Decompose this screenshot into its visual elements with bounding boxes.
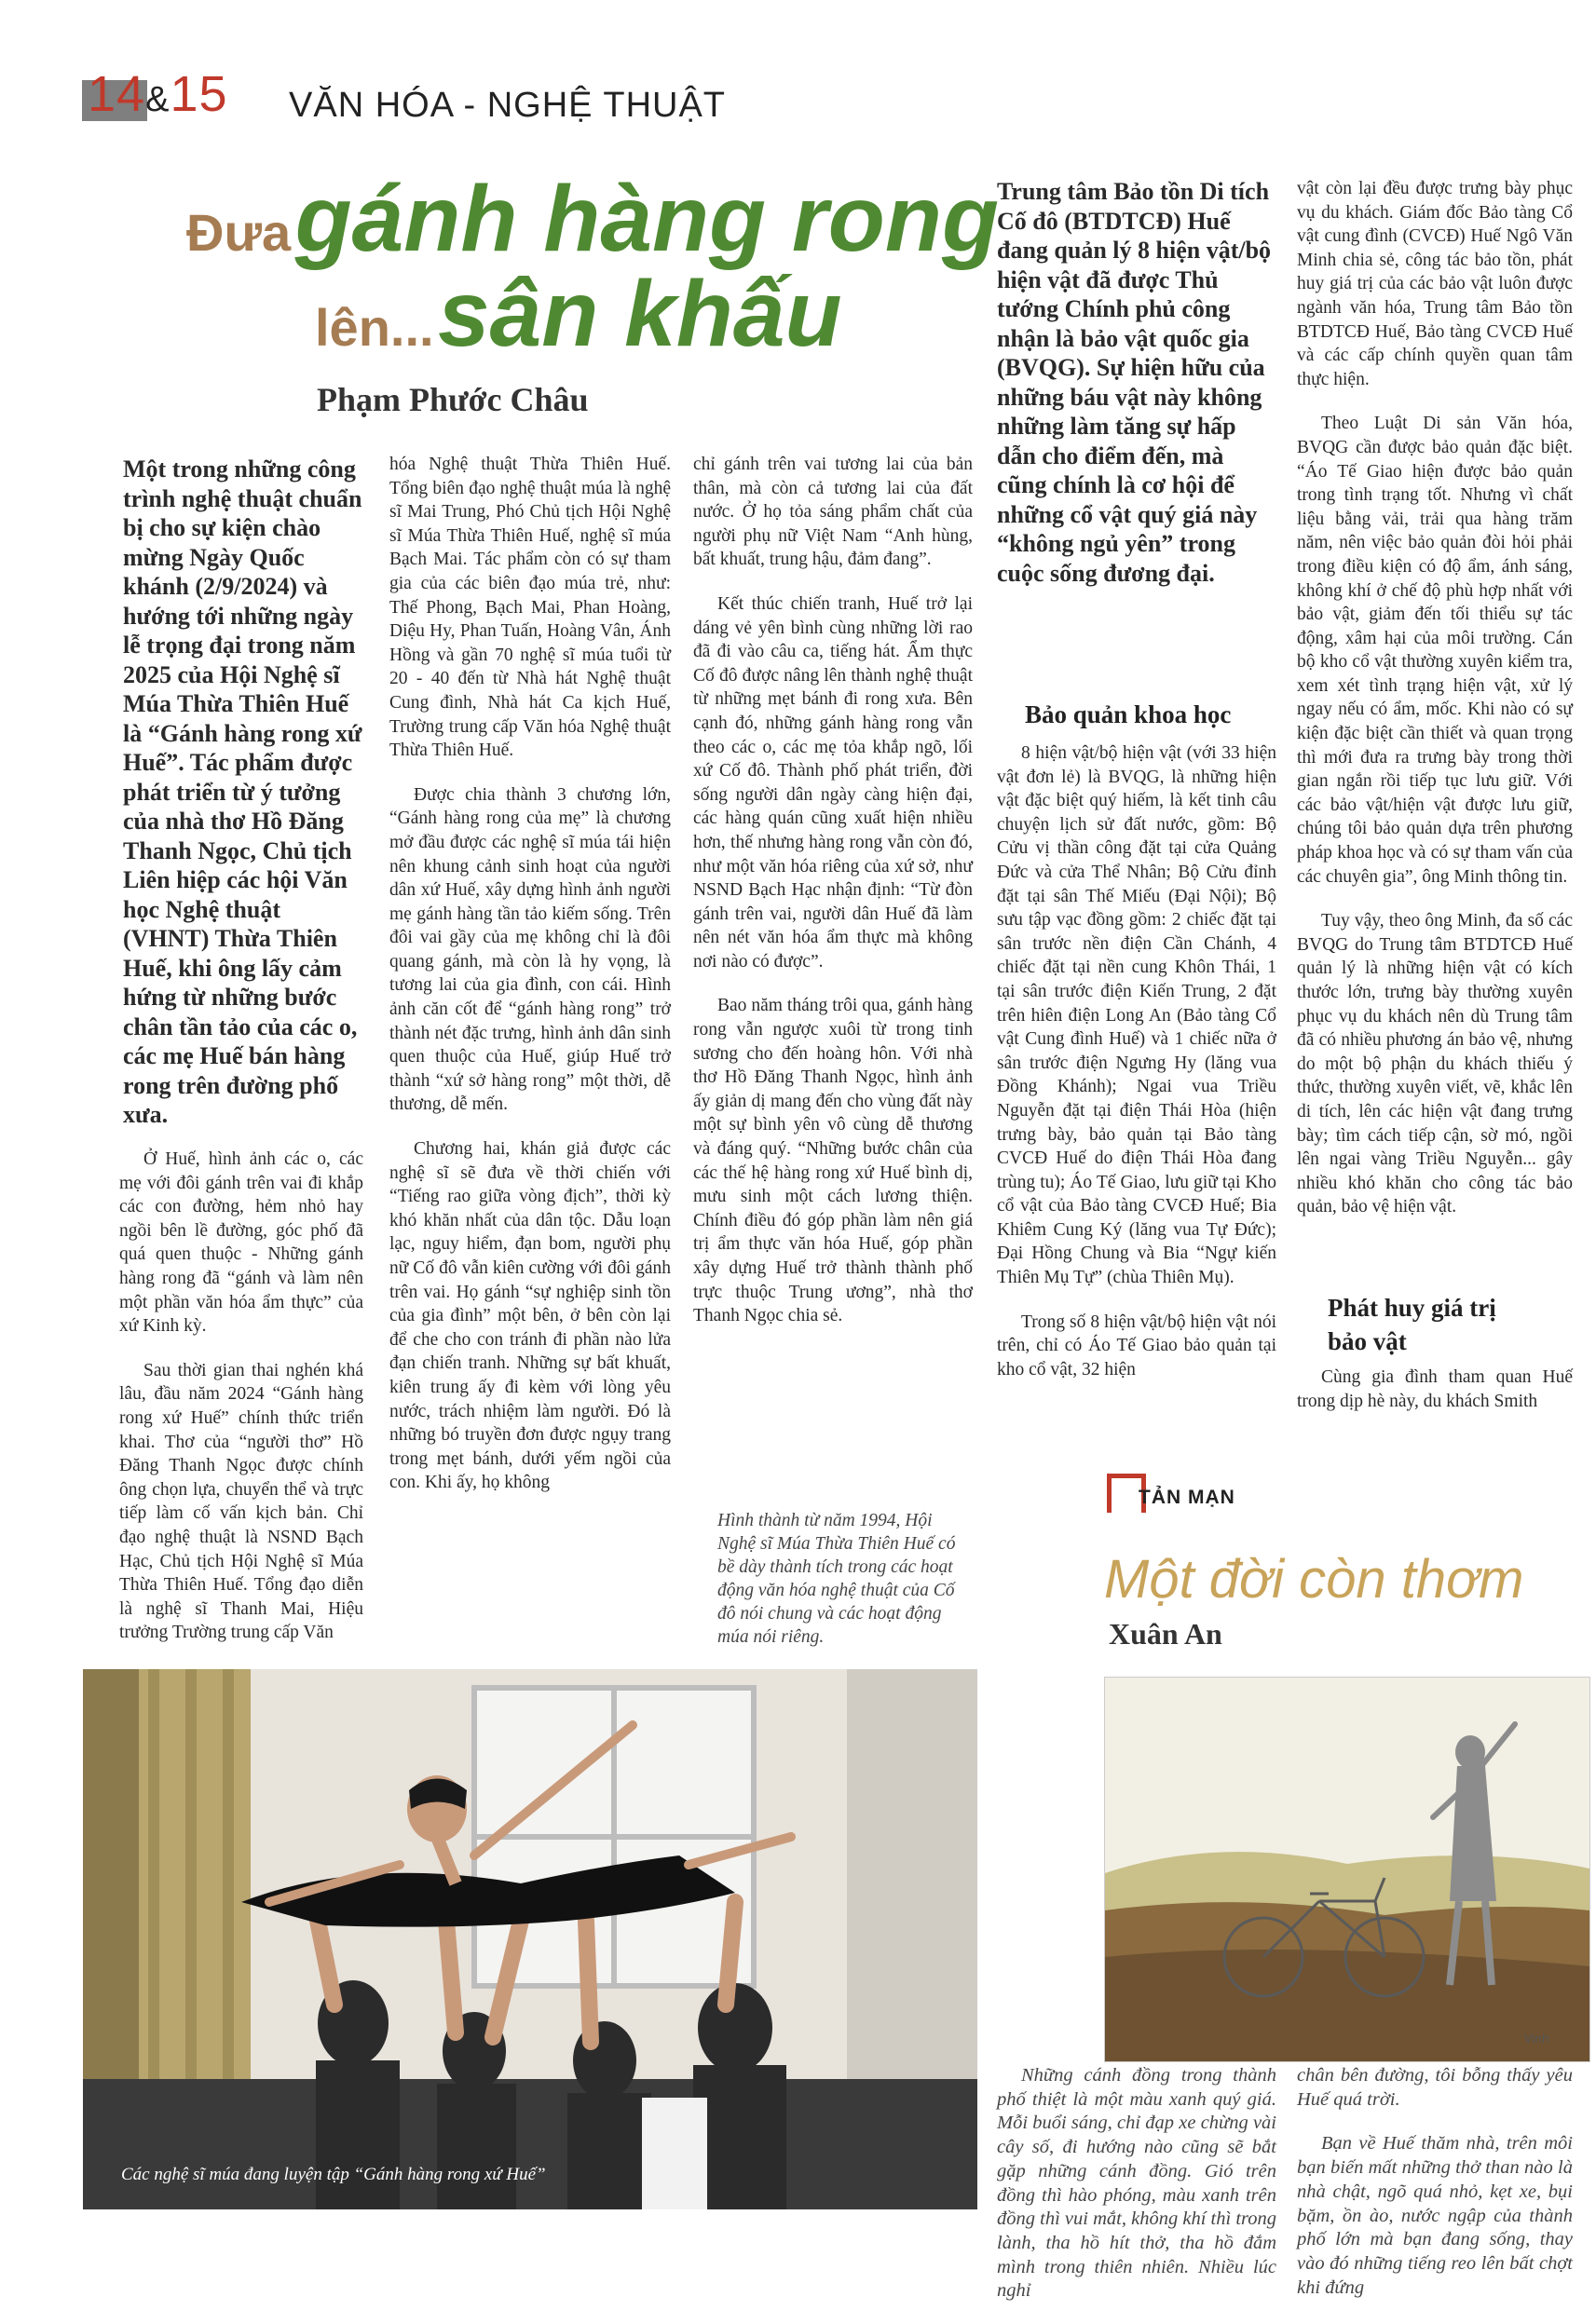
- tanman-author: Xuân An: [1109, 1617, 1222, 1651]
- paragraph: hóa Nghệ thuật Thừa Thiên Huế. Tổng biên đạo nghệ thuật múa là nghệ sĩ Mai Trung, Phó Chủ tịch Hội Nghệ sĩ Múa Thừa Thiên Huế, nghệ sĩ múa Bạch Mai. Tác phẩm còn có sự tham gia của các biên đạo múa trẻ, như: Thế Phong, Bạch Mai, Phan Hoàng, Diệu Hy, Phan Tuấn, Hoàng Vân, Ánh Hồng và gần 70 nghệ sĩ múa tuổi từ 20 - 40 đến từ Nhà hát Nghệ thuật Cung đình, Nhà hát Ca kịch Huế, Trường trung cấp Văn hóa Nghệ thuật Thừa Thiên Huế.: [389, 455, 671, 761]
- paragraph: 8 hiện vật/bộ hiện vật (với 33 hiện vật đơn lẻ) là BVQG, là những hiện vật đặc biệt quý hiếm, là kết tinh câu chuyện lịch sử đất nước, gồm: Bộ Cửu vị thần công đặt tại cửa Quảng Đức và cửa Thể Nhân; Bộ Cửu đỉnh đặt tại sân Thế Miếu (Đại Nội); Bộ sưu tập vạc đồng gồm: 2 chiếc đặt tại sân trước nền điện Cần Chánh, 4 chiếc đặt tại nền cung Khôn Thái, 1 tại sân trước điện Kiến Trung, 2 đặt trên hiên điện Long An (Bảo tàng Cổ vật Cung đình Huế) và 1 chiếc nữa ở sân trước điện Ngưng Hy (lăng vua Đồng Khánh); Ngai vua Triều Nguyễn đặt tại điện Thái Hòa (hiện trưng bày, bảo quản tại Bảo tàng CVCĐ Huế do điện Thái Hòa đang trùng tu); Áo Tế Giao, lưu giữ tại Kho cổ vật của Bảo tàng CVCĐ Huế; Bia Khiêm Cung Ký (lăng vua Tự Đức); Đại Hồng Chung và Bia “Ngự kiến Thiên Mụ Tự” (chùa Thiên Mụ).: [997, 743, 1276, 1288]
- paragraph: Trong số 8 hiện vật/bộ hiện vật nói trên, chỉ có Áo Tế Giao bảo quản tại kho cổ vật, 32 hiện: [997, 1311, 1276, 1379]
- article2-column-5: [997, 741, 1276, 1402]
- article-title-line2: [315, 261, 842, 368]
- page-left: 14: [88, 66, 146, 122]
- paragraph: Cùng gia đình tham quan Huế trong dịp hè này, du khách Smith: [1297, 1367, 1573, 1411]
- paragraph: Kết thúc chiến tranh, Huế trở lại dáng vẻ yên bình cùng những lời rao đã đi vào câu ca, tiếng hát. Ẩm thực Cố đô được nâng lên thành nghệ thuật từ những mẹt bánh đi rong xưa. Bên cạnh đó, những gánh hàng rong vẫn theo các o, các mẹ tỏa khắp ngõ, lối xứ Cố đô. Thành phố phát triển, đời sống người dân ngày càng hiện đại, các hàng quán cũng xuất hiện nhiều hơn, thế nhưng hàng rong vẫn còn đó, như một văn hóa riêng của xứ sở, như NSND Bạch Hạc nhận định: “Từ đòn gánh trên vai, người dân Huế đã làm nên nét văn hóa ẩm thực mà không nơi nào có được”.: [693, 593, 973, 972]
- paragraph: Theo Luật Di sản Văn hóa, BVQG cần được bảo quản đặc biệt. “Áo Tế Giao hiện được bảo quản trong tình trạng tốt. Nhưng vì chất liệu bằng vải, trải qua hàng trăm năm, nên việc bảo quản đòi hỏi phải trong điều kiện có độ ẩm, ánh sáng, không khí ở chế độ phù hợp nhất với bảo vật, giảm đến tối thiểu sự tác động, xâm hại của môi trường. Cán bộ kho cổ vật thường xuyên kiểm tra, xem xét tình trạng hiện vật, xử lý ngay nếu có ẩm, mốc. Khi nào có sự kiện đặc biệt cần thiết và quan trọng thì mới đưa ra trưng bày trong thời gian ngắn rồi tiếp tục lưu giữ. Với các bảo vật/hiện vật được lưu giữ, chúng tôi bảo quản dựa trên phương pháp khoa học và có sự tham vấn của các chuyên gia”, ông Minh thông tin.: [1297, 414, 1573, 887]
- title-word-dua: Đưa: [186, 203, 292, 262]
- title-phrase-san-khau: sân khấu: [438, 262, 842, 366]
- article-column-2: [389, 453, 671, 1515]
- paragraph: Chương hai, khán giả được các nghệ sĩ sẽ đưa về thời chiến với “Tiếng rao giữa vòng địch”, thời kỳ khó khăn nhất của dân tộc. Dẫu loạn lạc, nguy hiểm, đạn bom, người phụ nữ Cố đô vẫn kiên cường với đôi gánh trên vai. Họ gánh “sự nghiệp sinh tồn của gia đình” một bên, ở bên còn lại để che cho con tránh đi phần nào lửa đạn chiến tranh. Những sự bất khuất, kiên trung ấy đi kèm với lòng yêu nước, trách nhiệm làm người. Đó là những bó truyền đơn được ngụy trang trong mẹt bánh, dưới yếm ngồi của con. Khi ấy, họ không: [389, 1139, 671, 1493]
- subhead-bao-quan: Bảo quản khoa học: [1025, 700, 1232, 728]
- paragraph: Những cánh đồng trong thành phố thiệt là một màu xanh quý giá. Mỗi buổi sáng, chỉ đạp xe chừng vài cây số, đi hướng nào cũng sẽ bắt gặp những cánh đồng. Gió trên đồng thì hào phóng, màu xanh trên đồng thì vui mắt, không khí thì trong lành, tha hồ hít thở, tha hồ đắm mình trong thiên nhiên. Nhiều lúc nghỉ: [997, 2065, 1276, 2302]
- paragraph: chỉ gánh trên vai tương lai của bản thân, mà còn cả tương lai của đất nước. Ở họ tỏa sáng phẩm chất của người phụ nữ Việt Nam “Anh hùng, bất khuất, trung hậu, đảm đang”.: [693, 455, 973, 570]
- paragraph: Ở Huế, hình ảnh các o, các mẹ với đôi gánh trên vai đi khắp các con đường, hẻm nhỏ hay ngồi bên lề đường, góc phố đã quá quen thuộc - Những gánh hàng rong đã “gánh và làm nên một phần văn hóa ẩm thực” của xứ Kinh kỳ.: [119, 1149, 363, 1337]
- article-lead: Một trong những công trình nghệ thuật chuẩn bị cho sự kiện chào mừng Ngày Quốc khánh (2/9/2024) và hướng tới những ngày lễ trọng đại trong năm 2025 của Hội Nghệ sĩ Múa Thừa Thiên Huế là “Gánh hàng rong xứ Huế”. Tác phẩm được phát triển từ ý tưởng của nhà thơ Hồ Đăng Thanh Ngọc, Chủ tịch Liên hiệp các hội Văn học Nghệ thuật (VHNT) Thừa Thiên Huế, khi ông lấy cảm hứng từ những bước chân tần tảo của các o, các mẹ Huế bán hàng rong trên đường phố xưa.: [123, 455, 362, 1128]
- dance-rehearsal-photo: [83, 1669, 977, 2209]
- article-column-3: [693, 453, 973, 1349]
- photo-caption: Các nghệ sĩ múa đang luyện tập “Gánh hàng rong xứ Huế”: [121, 2165, 546, 2184]
- page-numbers: [88, 65, 228, 123]
- title-word-len: lên...: [315, 298, 434, 357]
- paragraph: Bạn về Huế thăm nhà, trên môi bạn biến mất những thở than nào là nhà chật, ngõ quá nhỏ, kẹt xe, bụi bặm, ồn ào, nước ngập của thành phố lớn mà bạn đang sống, thay vào đó những tiếng reo lên bất chợt khi đứng: [1297, 2133, 1573, 2298]
- page-amp: &: [145, 80, 171, 119]
- article-column-1: [119, 1148, 363, 1665]
- paragraph: chân bên đường, tôi bỗng thấy yêu Huế quá trời.: [1297, 2065, 1573, 2110]
- paragraph: Tuy vậy, theo ông Minh, đa số các BVQG do Trung tâm BTDTCĐ Huế quản lý là những hiện vật có kích thước lớn, trưng bày thường xuyên phục vụ du khách nên dù Trung tâm đã có nhiều phương án bảo vệ, nhưng do một bộ phận du khách thiếu ý thức, thường xuyên viết, vẽ, khắc lên di tích, lên các hiện vật đang trưng bày; tìm cách tiếp cận, sờ mó, ngồi lên ngai vàng Triều Nguyễn... gây nhiều khó khăn cho công tác bảo quản, bảo vệ hiện vật.: [1297, 911, 1573, 1217]
- paragraph: vật còn lại đều được trưng bày phục vụ du khách. Giám đốc Bảo tàng Cổ vật cung đình (CVCĐ) Huế Ngô Văn Minh chia sẻ, công tác bảo tồn, phát huy giá trị của các bảo vật luôn được ngành văn hóa, Trung tâm Bảo tồn BTDTCĐ Huế, Bảo tàng CVCĐ Huế và các cấp chính quyền quan tâm thực hiện.: [1297, 179, 1573, 389]
- paragraph: Sau thời gian thai nghén khá lâu, đầu năm 2024 “Gánh hàng rong xứ Huế” chính thức triển khai. Thơ của “người thơ” Hồ Đăng Thanh Ngọc được chính ông chọn lựa, chuyển thể và trực tiếp làm cố vấn kịch bản. Chỉ đạo nghệ thuật là NSND Bạch Hạc, Chủ tịch Hội Nghệ sĩ Múa Thừa Thiên Huế. Tổng đạo diễn là nghệ sĩ Thanh Mai, Hiệu trưởng Trường trung cấp Văn: [119, 1360, 363, 1643]
- pull-quote-caption: Hình thành từ năm 1994, Hội Nghệ sĩ Múa Thừa Thiên Huế có bề dày thành tích trong các hoạt động văn hóa nghệ thuật của Cố đô nói chung và các hoạt động múa nói riêng.: [717, 1511, 956, 1647]
- tanman-column-2: [1297, 2064, 1573, 2320]
- tanman-title: Một đời còn thơm: [1104, 1549, 1524, 1610]
- article2-column-6-end: [1297, 1366, 1573, 1434]
- section-title: VĂN HÓA - NGHỆ THUẬT: [289, 86, 727, 125]
- article2-lead: Trung tâm Bảo tồn Di tích Cố đô (BTDTCĐ) Huế đang quản lý 8 hiện vật/bộ hiện vật đã được Thủ tướng Chính phủ công nhận là bảo vật quốc gia (BVQG). Sự hiện hữu của những báu vật này không những làm tăng sự hấp dẫn cho điểm đến, mà cũng chính là cơ hội để những cổ vật quý giá này “không ngủ yên” trong cuộc sống đương đại.: [997, 178, 1272, 587]
- page-right: 15: [170, 66, 228, 122]
- illustration-signature: Vinh: [1524, 2032, 1549, 2045]
- article-title-line1: [186, 166, 999, 273]
- article-author: Phạm Phước Châu: [317, 381, 589, 418]
- article2-column-6: [1297, 177, 1573, 1240]
- title-phrase-ganh-hang-rong: gánh hàng rong: [294, 167, 1000, 271]
- tanman-label: TẢN MẠN: [1139, 1487, 1235, 1508]
- paragraph: Bao năm tháng trôi qua, gánh hàng rong vẫn ngược xuôi từ trong tinh sương cho đến hoàng hôn. Với nhà thơ Hồ Đăng Thanh Ngọc, hình ảnh ấy giản dị mang đến cho vùng đất này một sự bình yên vô cùng dễ thương và đáng quý. “Những bước chân của các thế hệ hàng rong xứ Huế bình dị, mưu sinh một cách lương thiện. Chính điều đó góp phần làm nên giá trị ẩm thực văn hóa Huế, góp phần xây dựng Huế trở thành thành phố trực thuộc Trung ương”, nhà thơ Thanh Ngọc chia sẻ.: [693, 996, 973, 1326]
- subhead-phat-huy: Phát huy giá trị bảo vật: [1328, 1294, 1496, 1355]
- bicycle-illustration: [1104, 1677, 1590, 2062]
- paragraph: Được chia thành 3 chương lớn, “Gánh hàng rong của mẹ” là chương mở đầu được các nghệ sĩ múa tái hiện nên khung cảnh sinh hoạt của người dân xứ Huế, xây dựng hình ảnh người mẹ gánh hàng tần tảo kiếm sống. Trên đôi vai gầy của mẹ không chỉ là đôi quang gánh, mà còn là hy vọng, là tương lai của gia đình, con cái. Hình ảnh căn cốt để “gánh hàng rong” trở thành nét đặc trưng, hình ảnh dân sinh quen thuộc của Huế, giúp Huế trở thành “xứ sở hàng rong” một thời, dễ thương, dễ mến.: [389, 784, 671, 1115]
- tanman-column-1: [997, 2064, 1276, 2324]
